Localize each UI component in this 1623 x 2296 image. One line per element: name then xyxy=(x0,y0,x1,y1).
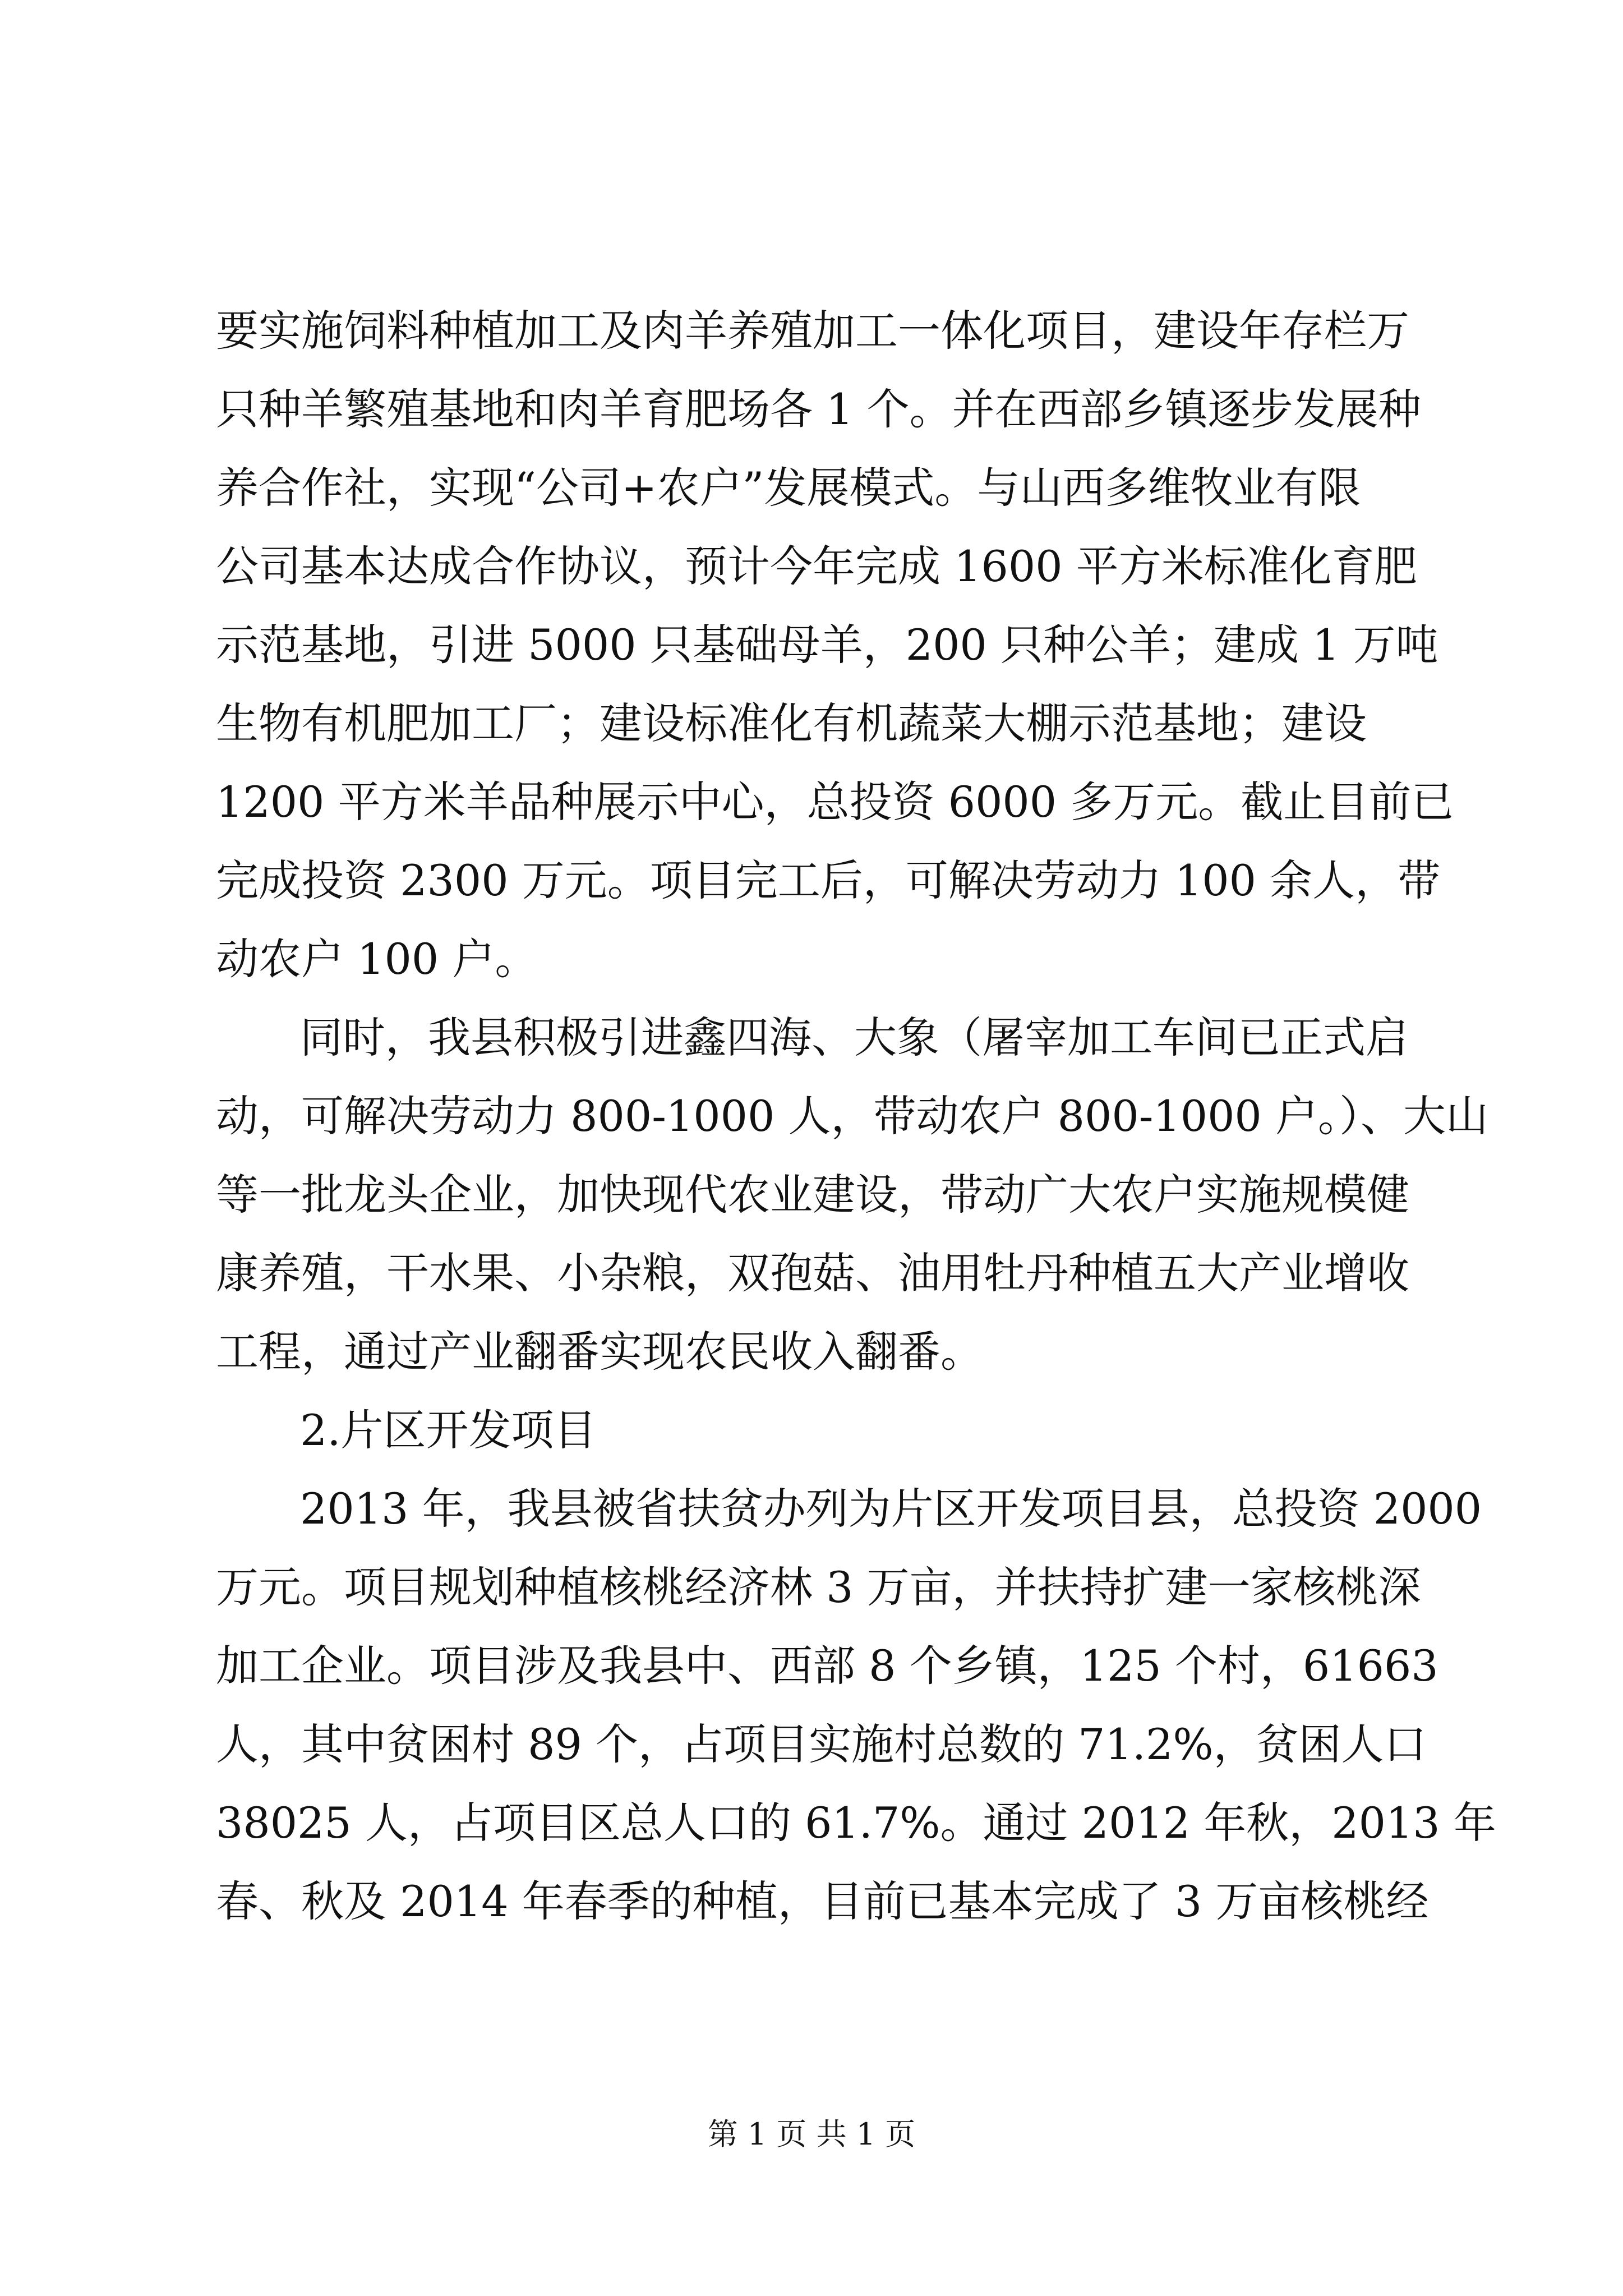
section-heading: 2.片区开发项目 xyxy=(300,1405,597,1455)
text-line: 1200 平方米羊品种展示中心，总投资 6000 多万元。截止目前已 xyxy=(216,777,1454,827)
text-line: 春、秋及 2014 年春季的种植，目前已基本完成了 3 万亩核桃经 xyxy=(216,1876,1429,1926)
text-line: 工程，通过产业翻番实现农民收入翻番。 xyxy=(216,1327,983,1377)
text-line: 要实施饲料种植加工及肉羊养殖加工一体化项目，建设年存栏万 xyxy=(216,306,1409,356)
text-line: 生物有机肥加工厂；建设标准化有机蔬菜大棚示范基地；建设 xyxy=(216,698,1367,748)
text-line: 养合作社，实现“公司+农户”发展模式。与山西多维牧业有限 xyxy=(216,463,1361,513)
text-line: 动农户 100 户。 xyxy=(216,934,538,984)
text-line: 示范基地，引进 5000 只基础母羊，200 只种公羊；建成 1 万吨 xyxy=(216,620,1438,670)
document-body xyxy=(216,292,1496,1941)
text-line: 动，可解决劳动力 800-1000 人，带动农户 800-1000 户。）、大山 xyxy=(216,1091,1488,1141)
text-line: 万元。项目规划种植核桃经济林 3 万亩，并扶持扩建一家核桃深 xyxy=(216,1562,1421,1612)
text-line: 加工企业。项目涉及我县中、西部 8 个乡镇，125 个村，61663 xyxy=(216,1641,1438,1691)
paragraph-start-line: 2013 年，我县被省扶贫办列为片区开发项目县，总投资 2000 xyxy=(300,1484,1482,1534)
text-line: 38025 人，占项目区总人口的 61.7%。通过 2012 年秋，2013 年 xyxy=(216,1798,1496,1848)
text-line: 等一批龙头企业，加快现代农业建设，带动广大农户实施规模健 xyxy=(216,1170,1409,1220)
text-line: 人，其中贫困村 89 个，占项目实施村总数的 71.2%，贫困人口 xyxy=(216,1719,1427,1769)
text-line: 完成投资 2300 万元。项目完工后，可解决劳动力 100 余人，带 xyxy=(216,855,1441,905)
paragraph-start-line: 同时，我县积极引进鑫四海、大象（屠宰加工车间已正式启 xyxy=(300,1013,1408,1062)
text-line: 只种羊繁殖基地和肉羊育肥场各 1 个。并在西部乡镇逐步发展种 xyxy=(216,384,1421,434)
page-footer: 第 1 页 共 1 页 xyxy=(707,2116,916,2152)
text-line: 康养殖，干水果、小杂粮，双孢菇、油用牡丹种植五大产业增收 xyxy=(216,1248,1409,1298)
text-line: 公司基本达成合作协议，预计今年完成 1600 平方米标准化育肥 xyxy=(216,541,1417,591)
